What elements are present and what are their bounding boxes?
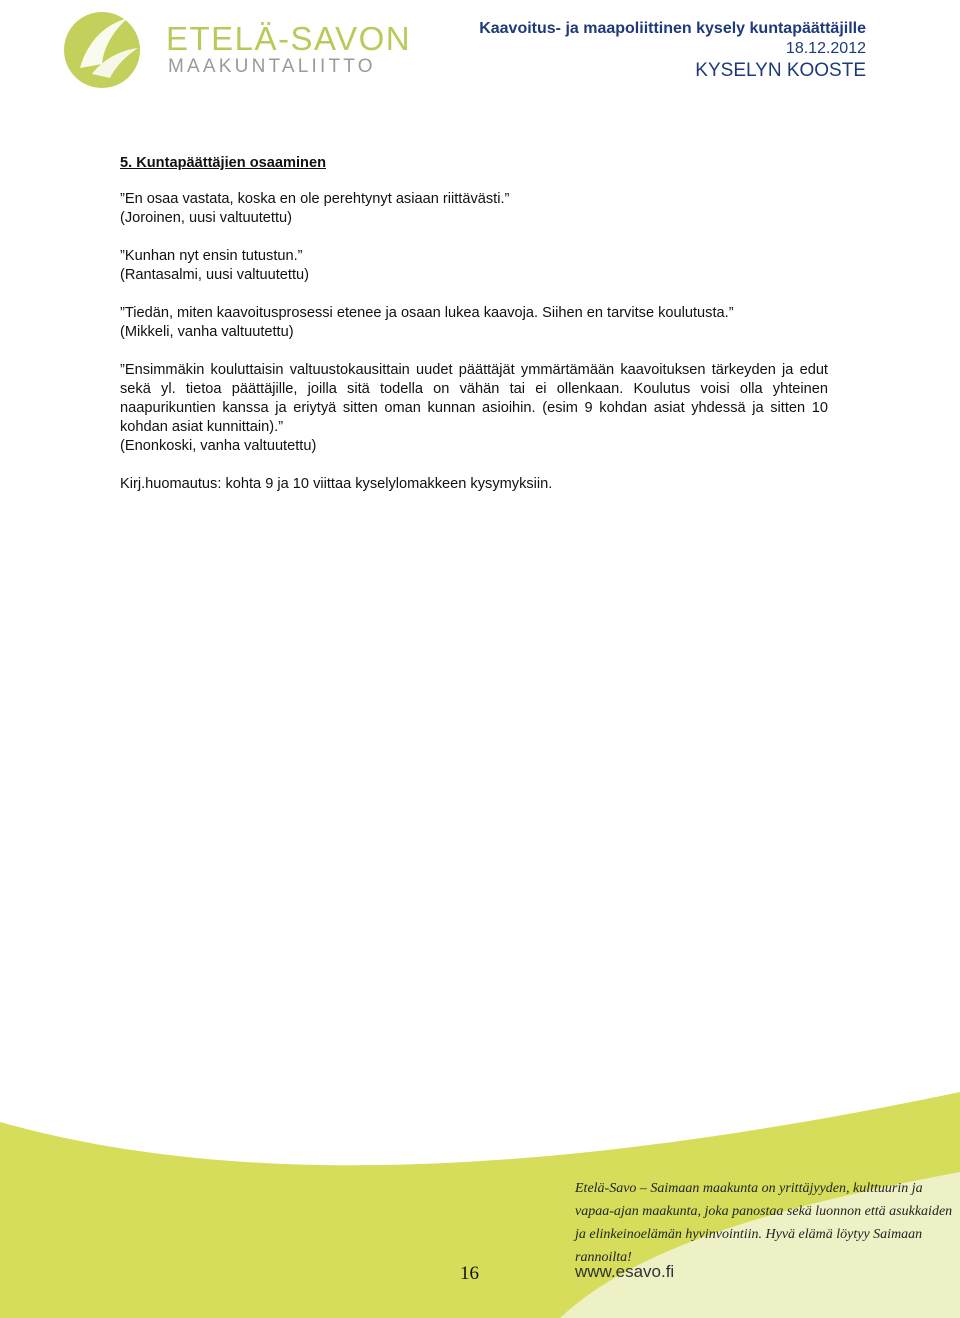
organization-logo — [58, 4, 412, 92]
editor-note: Kirj.huomautus: kohta 9 ja 10 viittaa kyselylomakkeen kysymyksiin. — [120, 476, 553, 492]
quote-text: ”Tiedän, miten kaavoitusprosessi etenee ja osaan lukea kaavoja. Siihen en tarvitse koulutusta.” — [120, 305, 734, 321]
quote-text: ”Ensimmäkin kouluttaisin valtuustokausittain uudet päättäjät ymmärtämään kaavoituksen tärkeyden ja edut sekä yl. tietoa päättäjille, joilla sitä todella on vähän tai ei ollenkaan. Koulutus voisi olla yhteinen naapurikuntien kanssa ja eriytyä sitten oman kunnan asioihin. (esim 9 kohdan asiat yhdessä ja sitten 10 kohdan asiat kunnittain).” — [120, 362, 828, 435]
quote-source: (Mikkeli, vanha valtuutettu) — [120, 324, 294, 340]
quote-block — [120, 247, 828, 285]
document-body — [120, 154, 828, 494]
page-number: 16 — [460, 1263, 479, 1284]
quote-block — [120, 361, 828, 456]
quote-source: (Joroinen, uusi valtuutettu) — [120, 210, 292, 226]
document-subtitle: KYSELYN KOOSTE — [695, 60, 866, 81]
document-title: Kaavoitus- ja maapoliittinen kysely kuntapäättäjille — [479, 20, 866, 37]
logo-name-top: ETELÄ-SAVON — [166, 20, 412, 57]
quote-source: (Enonkoski, vanha valtuutettu) — [120, 438, 317, 454]
leaf-emblem-icon — [58, 4, 168, 92]
quote-block — [120, 190, 828, 228]
section-heading: 5. Kuntapäättäjien osaaminen — [120, 155, 326, 171]
footer-tagline: Etelä-Savo – Saimaan maakunta on yrittäjyyden, kulttuurin ja vapaa-ajan maakunta, joka panostaa sekä luonnon että asukkaiden ja elinkeinoelämän hyvinvointiin. Hyvä elämä löytyy Saimaan rannoilta! — [575, 1181, 953, 1265]
logo-name-bottom: MAAKUNTALIITTO — [168, 56, 376, 77]
document-header — [479, 20, 866, 82]
quote-block — [120, 304, 828, 342]
quote-source: (Rantasalmi, uusi valtuutettu) — [120, 267, 309, 283]
quote-text: ”Kunhan nyt ensin tutustun.” — [120, 248, 303, 264]
document-date: 18.12.2012 — [785, 40, 866, 57]
footer-url-link[interactable]: www.esavo.fi — [575, 1262, 675, 1281]
quote-text: ”En osaa vastata, koska en ole perehtynyt asiaan riittävästi.” — [120, 191, 510, 207]
